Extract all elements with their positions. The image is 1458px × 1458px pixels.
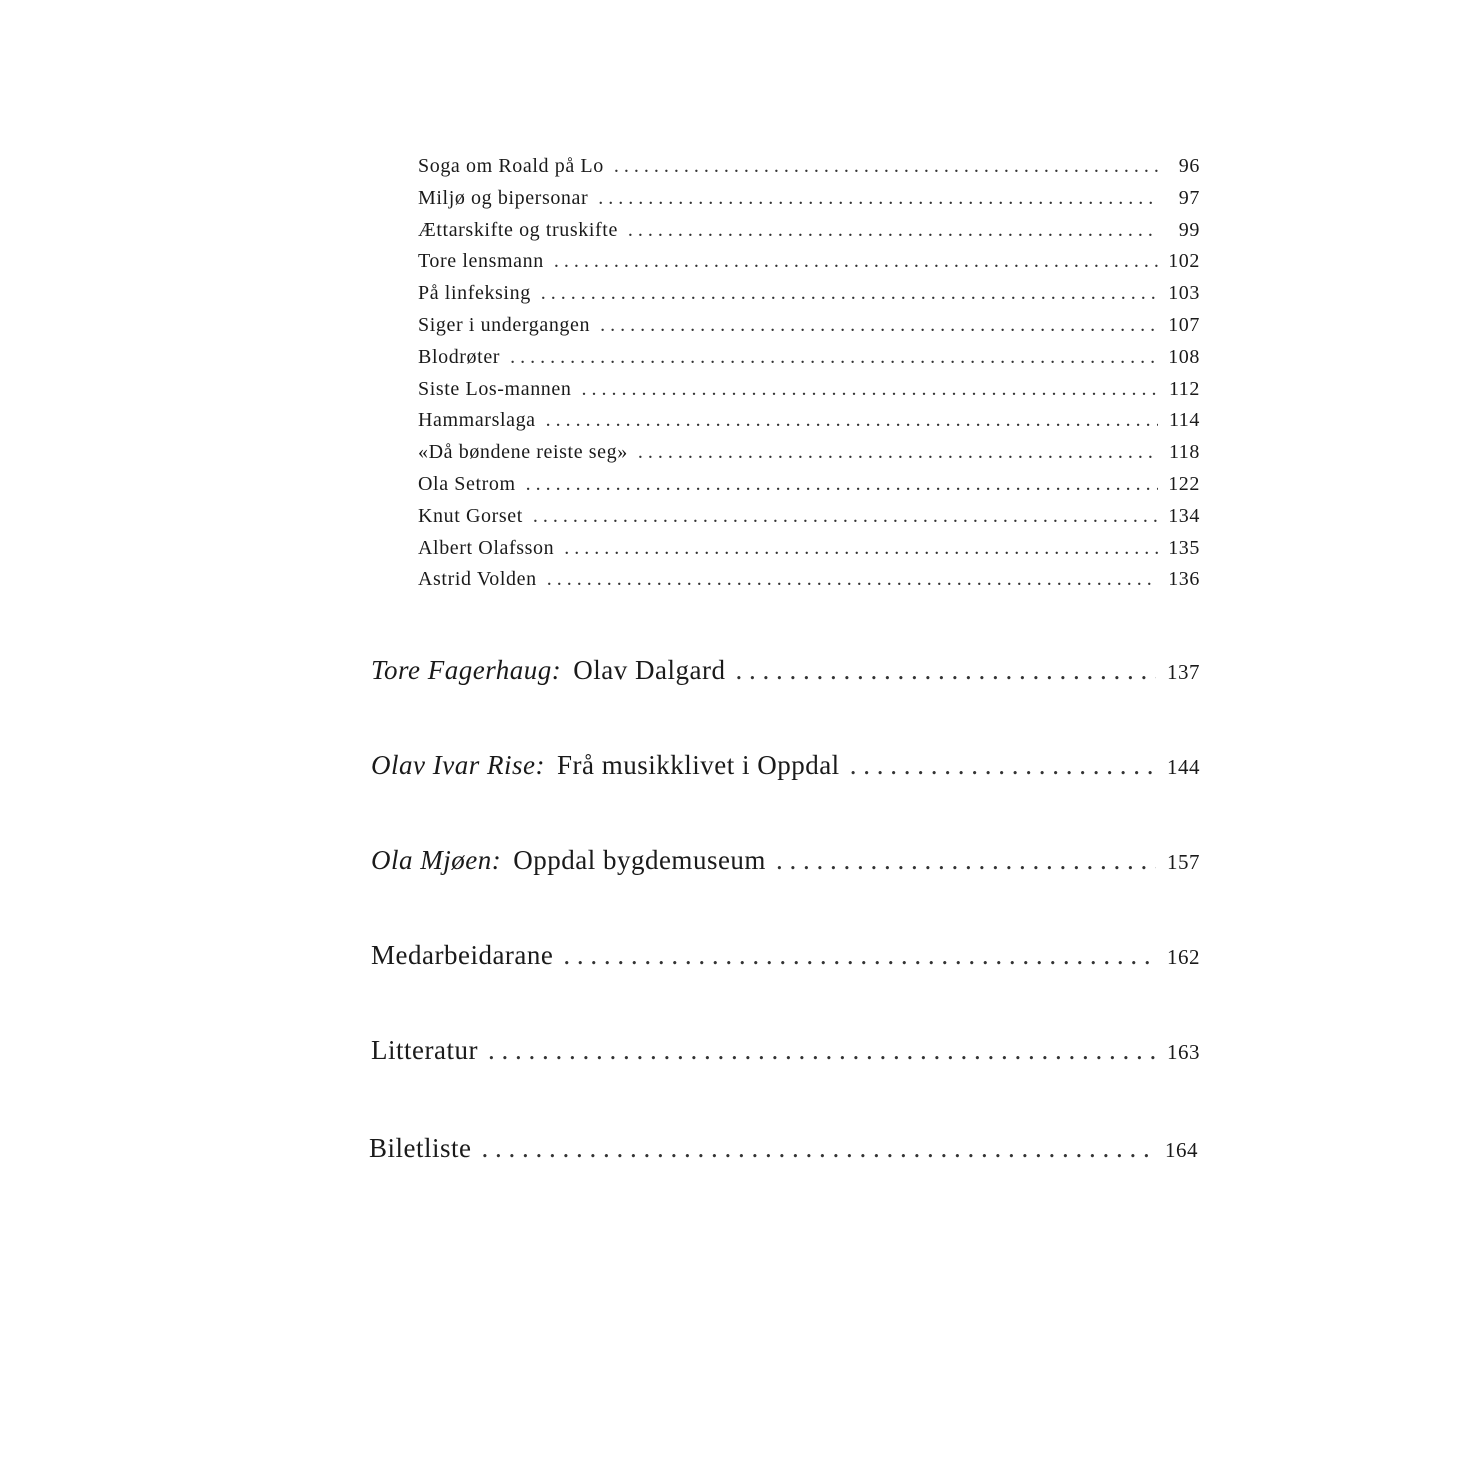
entry-title: Oppdal bygdemuseum bbox=[513, 845, 766, 875]
entry-title: Ola Setrom bbox=[418, 472, 516, 495]
dot-leader bbox=[546, 409, 1158, 432]
dot-leader bbox=[554, 250, 1158, 273]
entry-title: Blodrøter bbox=[418, 345, 501, 368]
entry-title: Olav Dalgard bbox=[573, 655, 726, 685]
toc-sub-entry bbox=[418, 537, 1200, 569]
entry-title: Frå musikklivet i Oppdal bbox=[556, 750, 840, 780]
toc-sub-entry bbox=[418, 314, 1200, 346]
dot-leader bbox=[510, 346, 1158, 369]
entry-title: Siger i undergangen bbox=[418, 313, 591, 336]
page-number: 97 bbox=[1178, 186, 1200, 209]
toc-sub-entry bbox=[418, 187, 1200, 219]
page-number: 137 bbox=[1167, 660, 1200, 684]
entry-title: Miljø og bipersonar bbox=[418, 186, 589, 209]
entry-title: «Då bøndene reiste seg» bbox=[418, 441, 628, 464]
page-number: 136 bbox=[1168, 568, 1200, 591]
page-number: 118 bbox=[1168, 441, 1200, 464]
toc-main-entry bbox=[371, 1035, 1200, 1066]
entry-author: Olav Ivar Rise: bbox=[371, 750, 545, 780]
toc-sub-entry bbox=[418, 473, 1200, 505]
page-number: 135 bbox=[1168, 536, 1200, 559]
toc-sub-entry bbox=[418, 282, 1200, 314]
entry-title: Ættarskifte og truskifte bbox=[418, 218, 618, 241]
toc-sub-entry bbox=[418, 441, 1200, 473]
page-number: 134 bbox=[1168, 504, 1200, 527]
page-number: 157 bbox=[1167, 850, 1200, 874]
toc-sub-entry bbox=[418, 568, 1200, 600]
dot-leader bbox=[638, 441, 1158, 464]
page-number: 99 bbox=[1178, 218, 1200, 241]
page-number: 108 bbox=[1168, 345, 1200, 368]
dot-leader bbox=[735, 655, 1156, 686]
toc-sub-entry bbox=[418, 505, 1200, 537]
entry-title: Astrid Volden bbox=[418, 568, 537, 591]
page-number: 163 bbox=[1167, 1040, 1200, 1064]
page-number: 164 bbox=[1165, 1138, 1198, 1162]
dot-leader bbox=[598, 187, 1158, 210]
page-number: 114 bbox=[1168, 409, 1200, 432]
dot-leader bbox=[547, 568, 1158, 591]
page-number: 107 bbox=[1168, 313, 1200, 336]
entry-author: Ola Mjøen: bbox=[371, 845, 502, 875]
entry-title: Knut Gorset bbox=[418, 504, 523, 527]
dot-leader bbox=[628, 219, 1158, 242]
toc-sub-entry bbox=[418, 378, 1200, 410]
entry-title: Hammarslaga bbox=[418, 409, 536, 432]
page-number: 102 bbox=[1168, 250, 1200, 273]
dot-leader bbox=[526, 473, 1158, 496]
dot-leader bbox=[614, 155, 1158, 178]
dot-leader bbox=[482, 1133, 1155, 1164]
entry-title: Soga om Roald på Lo bbox=[418, 155, 604, 177]
dot-leader bbox=[850, 750, 1156, 781]
toc-sub-entry bbox=[418, 346, 1200, 378]
toc-main-entry bbox=[371, 655, 1200, 686]
toc-main-entry bbox=[371, 940, 1200, 971]
entry-title: Siste Los-mannen bbox=[418, 377, 572, 400]
page-number: 103 bbox=[1168, 282, 1200, 305]
toc-sub-entry bbox=[418, 409, 1200, 441]
toc-sub-entry bbox=[418, 250, 1200, 282]
dot-leader bbox=[581, 378, 1158, 401]
entry-title: Litteratur bbox=[371, 1035, 478, 1065]
dot-leader bbox=[776, 845, 1156, 876]
entry-title: Albert Olafsson bbox=[418, 536, 555, 559]
dot-leader bbox=[600, 314, 1158, 337]
dot-leader bbox=[541, 282, 1158, 305]
entry-title: Tore lensmann bbox=[418, 250, 544, 273]
page-number: 122 bbox=[1168, 472, 1200, 495]
dot-leader bbox=[488, 1035, 1156, 1066]
entry-title: Biletliste bbox=[369, 1133, 472, 1163]
dot-leader bbox=[564, 537, 1158, 560]
toc-main-entry bbox=[371, 845, 1200, 876]
toc-main-entry bbox=[371, 750, 1200, 781]
entry-title: Medarbeidarane bbox=[371, 940, 554, 970]
dot-leader bbox=[563, 940, 1156, 971]
entry-title: På linfeksing bbox=[418, 282, 531, 305]
page-number: 144 bbox=[1167, 755, 1200, 779]
page-number: 112 bbox=[1168, 377, 1200, 400]
page-number: 96 bbox=[1178, 155, 1200, 177]
toc-main-entry bbox=[369, 1133, 1198, 1164]
entry-author: Tore Fagerhaug: bbox=[371, 655, 562, 685]
toc-subsection-list bbox=[418, 155, 1200, 600]
page-number: 162 bbox=[1167, 945, 1200, 969]
toc-sub-entry bbox=[418, 155, 1200, 187]
toc-sub-entry bbox=[418, 219, 1200, 251]
dot-leader bbox=[533, 505, 1158, 528]
